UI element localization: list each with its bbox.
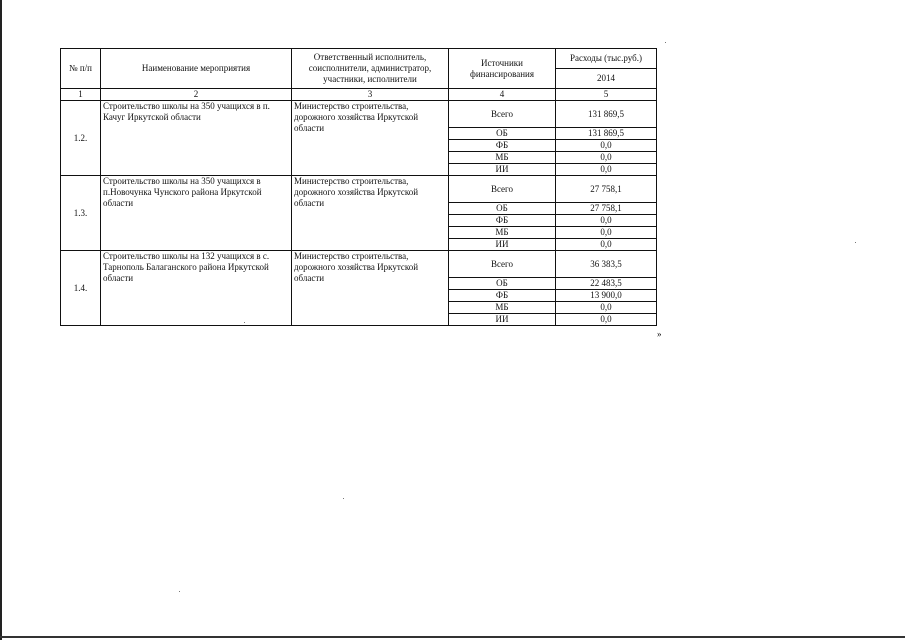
scan-speck (665, 42, 666, 43)
column-number: 3 (292, 89, 449, 101)
funding-amount: 22 483,5 (556, 278, 657, 290)
page-edge-bottom (0, 636, 905, 638)
funding-amount: 36 383,5 (556, 251, 657, 278)
header-expenses: Расходы (тыс.руб.) (556, 49, 657, 69)
column-number: 5 (556, 89, 657, 101)
funding-source: ОБ (449, 128, 556, 140)
responsible-executor: Министерство строительства, дорожного хозяйства Иркутской области (292, 101, 449, 176)
responsible-executor: Министерство строительства, дорожного хозяйства Иркутской области (292, 176, 449, 251)
funding-source: Всего (449, 176, 556, 203)
funding-source: ИИ (449, 314, 556, 326)
funding-source: МБ (449, 227, 556, 239)
funding-source: Всего (449, 251, 556, 278)
activity-name: Строительство школы на 350 учащихся в п.Новочунка Чунского района Иркутской области (101, 176, 292, 251)
header-year: 2014 (556, 69, 657, 89)
scan-speck (343, 498, 344, 499)
activity-name: Строительство школы на 350 учащихся в п. Качуг Иркутской области (101, 101, 292, 176)
funding-amount: 13 900,0 (556, 290, 657, 302)
funding-source: МБ (449, 302, 556, 314)
table-row (61, 176, 657, 203)
funding-amount: 27 758,1 (556, 176, 657, 203)
table-row (61, 251, 657, 278)
funding-source: Всего (449, 101, 556, 128)
funding-source: МБ (449, 152, 556, 164)
funding-amount: 0,0 (556, 314, 657, 326)
funding-source: ФБ (449, 290, 556, 302)
funding-source: ОБ (449, 203, 556, 215)
header-row (61, 49, 657, 69)
funding-source: ОБ (449, 278, 556, 290)
column-number-row (61, 89, 657, 101)
funding-source: ФБ (449, 140, 556, 152)
funding-source: ИИ (449, 239, 556, 251)
header-name: Наименование мероприятия (101, 49, 292, 89)
column-number: 1 (61, 89, 101, 101)
funding-amount: 0,0 (556, 140, 657, 152)
funding-amount: 131 869,5 (556, 128, 657, 140)
scan-speck (179, 591, 180, 592)
row-number: 1.2. (61, 101, 101, 176)
funding-source: ФБ (449, 215, 556, 227)
funding-amount: 131 869,5 (556, 101, 657, 128)
column-number: 2 (101, 89, 292, 101)
row-number: 1.3. (61, 176, 101, 251)
funding-source: ИИ (449, 164, 556, 176)
funding-table (60, 48, 657, 326)
funding-amount: 0,0 (556, 215, 657, 227)
funding-amount: 0,0 (556, 302, 657, 314)
header-sources: Источники финансирования (449, 49, 556, 89)
page-edge-left (0, 0, 2, 640)
funding-amount: 0,0 (556, 164, 657, 176)
funding-amount: 0,0 (556, 239, 657, 251)
closing-quote-mark: » (657, 329, 662, 339)
column-number: 4 (449, 89, 556, 101)
funding-amount: 0,0 (556, 152, 657, 164)
funding-amount: 27 758,1 (556, 203, 657, 215)
row-number: 1.4. (61, 251, 101, 326)
scan-speck (855, 242, 856, 243)
header-responsible: Ответственный исполнитель, соисполнители, администратор, участники, исполнители (292, 49, 449, 89)
header-num: № п/п (61, 49, 101, 89)
activity-name: Строительство школы на 132 учащихся в с. Тарнополь Балаганского района Иркутской области (101, 251, 292, 326)
responsible-executor: Министерство строительства, дорожного хозяйства Иркутской области (292, 251, 449, 326)
table-row (61, 101, 657, 128)
funding-amount: 0,0 (556, 227, 657, 239)
